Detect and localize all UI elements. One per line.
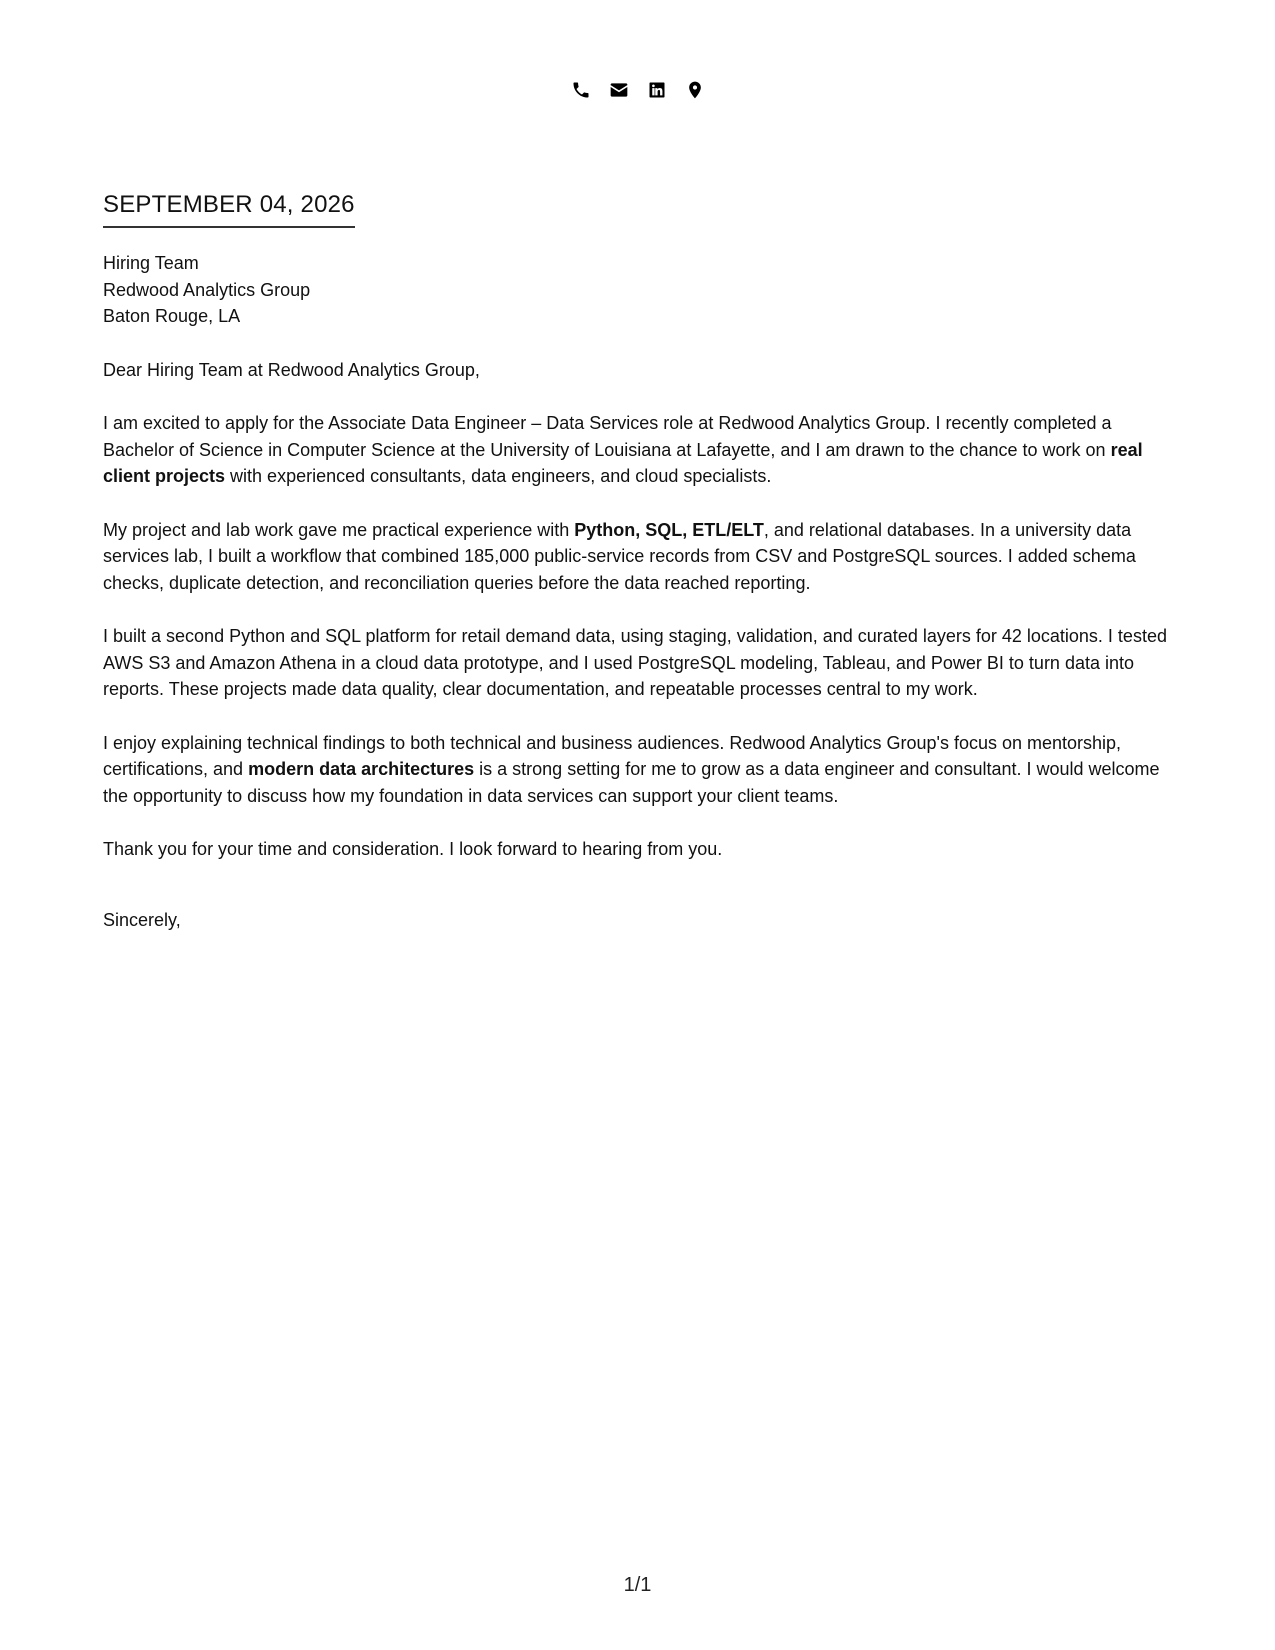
recipient-block (103, 250, 1178, 330)
recipient-company: Redwood Analytics Group (103, 279, 311, 300)
date-section (103, 190, 355, 228)
recipient-location: Baton Rouge, LA (103, 306, 241, 326)
envelope-icon[interactable] (609, 80, 629, 100)
paragraph-text: with experienced consultants, data engineers, and cloud specialists. (225, 466, 772, 486)
paragraph-motivation (103, 730, 1178, 810)
paragraph-text: I am excited to apply for the Associate Data Engineer – Data Services role at Redwood Analytics Group. I recently completed a Bachelor of Science in Computer Science at the University of Louisiana at Lafayette, and I am drawn to the chance to work on (103, 413, 1112, 460)
paragraph-text: My project and lab work gave me practical experience with (103, 519, 575, 540)
emphasis-text: real client projects (103, 439, 1143, 486)
emphasis-text: modern data architectures (248, 759, 475, 779)
paragraph-projects (103, 623, 1178, 703)
paragraph-text: I enjoy explaining technical findings to both technical and business audiences. Redwood Analytics Group's focus on mentorship, certifications, and (103, 732, 1122, 779)
paragraph-text: is a strong setting for me to grow as a data engineer and consultant. I would welcome the opportunity to discuss how my foundation in data services can support your client teams. (103, 759, 1160, 806)
page-number: 1/1 (623, 1574, 652, 1596)
salutation: Dear Hiring Team at Redwood Analytics Group, (103, 359, 480, 380)
contact-icon-bar (0, 80, 1275, 100)
paragraph-text: I built a second Python and SQL platform for retail demand data, using staging, validation, and curated layers for 42 locations. I tested AWS S3 and Amazon Athena in a cloud data prototype, and I used PostgreSQL modeling, Tableau, and Power BI to turn data into reports. These projects made data quality, clear documentation, and repeatable processes central to my work. (103, 626, 1167, 699)
letter-date: SEPTEMBER 04, 2026 (103, 190, 355, 228)
closing-line: Thank you for your time and consideration. I look forward to hearing from you. (103, 839, 723, 859)
linkedin-icon[interactable] (647, 80, 667, 100)
recipient-name: Hiring Team (103, 253, 199, 273)
paragraph-intro (103, 410, 1178, 490)
paragraph-text: , and relational databases. In a university data services lab, I built a workflow that combined 185,000 public-service records from CSV and PostgreSQL sources. I added schema checks, duplicate detection, and reconciliation queries before the data reached reporting. (103, 519, 1136, 593)
signoff: Sincerely, (103, 909, 181, 930)
emphasis-text: Python, SQL, ETL/ELT (574, 519, 764, 540)
map-pin-icon[interactable] (685, 80, 705, 100)
paragraph-experience (103, 517, 1178, 597)
letter-body (103, 250, 1178, 933)
phone-icon[interactable] (571, 80, 591, 100)
